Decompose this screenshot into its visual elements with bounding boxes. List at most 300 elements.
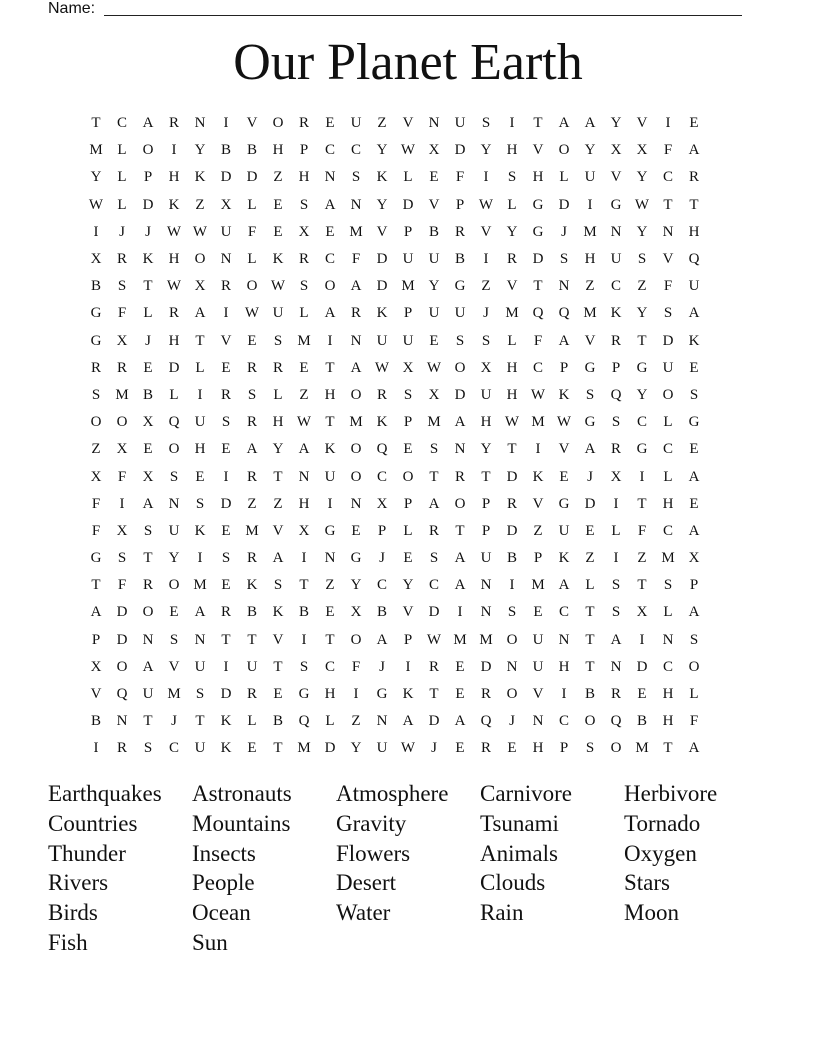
grid-letter: P [403, 631, 413, 648]
name-blank-line [104, 15, 742, 16]
grid-letter: D [428, 713, 440, 730]
grid-letter: Y [168, 550, 180, 567]
grid-letter: R [90, 359, 101, 376]
grid-letter: A [324, 305, 336, 322]
grid-letter: J [171, 713, 177, 730]
grid-letter: J [119, 223, 125, 240]
grid-letter: Z [585, 550, 595, 567]
grid-letter: U [350, 115, 362, 132]
grid-letter: N [506, 658, 518, 675]
grid-letter: E [247, 332, 257, 349]
grid-letter: I [587, 196, 593, 213]
grid-letter: E [507, 740, 517, 757]
grid-letter: R [116, 740, 127, 757]
grid-letter: X [636, 604, 648, 621]
grid-letter: J [561, 223, 567, 240]
grid-letter: I [613, 550, 619, 567]
grid-letter: A [610, 631, 622, 648]
grid-letter: W [400, 740, 416, 757]
grid-letter: D [376, 251, 388, 268]
grid-letter: R [246, 550, 257, 567]
grid-letter: M [583, 305, 597, 322]
grid-letter: X [480, 359, 492, 376]
grid-letter: A [454, 414, 466, 431]
grid-letter: X [220, 196, 232, 213]
grid-letter: S [299, 658, 309, 675]
grid-letter: N [428, 115, 440, 132]
grid-letter: U [402, 332, 414, 349]
grid-letter: P [91, 631, 101, 648]
grid-letter: I [483, 251, 489, 268]
grid-letter: M [245, 522, 259, 539]
grid-letter: G [90, 332, 102, 349]
grid-letter: I [665, 115, 671, 132]
grid-letter: W [166, 278, 182, 295]
grid-letter: I [301, 550, 307, 567]
grid-letter: H [168, 169, 180, 186]
grid-letter: Z [195, 196, 205, 213]
grid-letter: R [610, 441, 621, 458]
word-list-item: Tornado [624, 810, 701, 836]
grid-letter: H [272, 142, 284, 159]
grid-letter: S [169, 468, 179, 485]
grid-letter: T [689, 196, 699, 213]
grid-letter: X [194, 278, 206, 295]
grid-letter: H [298, 495, 310, 512]
grid-letter: J [483, 305, 489, 322]
grid-letter: T [299, 577, 309, 594]
grid-letter: C [558, 604, 569, 621]
grid-letter: G [636, 359, 648, 376]
grid-letter: K [532, 468, 544, 485]
grid-letter: A [142, 658, 154, 675]
grid-letter: G [610, 196, 622, 213]
grid-letter: O [116, 658, 128, 675]
grid-letter: E [325, 115, 335, 132]
word-list-item: Mountains [192, 810, 291, 836]
grid-letter: U [428, 305, 440, 322]
grid-letter: S [273, 332, 283, 349]
grid-letter: H [168, 332, 180, 349]
grid-letter: H [194, 441, 206, 458]
grid-letter: S [299, 278, 309, 295]
grid-letter: F [663, 142, 673, 159]
grid-letter: A [688, 740, 700, 757]
grid-letter: X [298, 223, 310, 240]
grid-letter: S [429, 550, 439, 567]
grid-letter: R [506, 251, 517, 268]
word-list-item: Gravity [336, 810, 407, 836]
grid-letter: M [193, 577, 207, 594]
grid-letter: L [195, 359, 205, 376]
grid-letter: V [220, 332, 232, 349]
grid-letter: O [506, 686, 518, 703]
grid-letter: H [272, 414, 284, 431]
word-list-item: Clouds [480, 870, 546, 896]
grid-letter: I [457, 604, 463, 621]
grid-letter: W [556, 414, 572, 431]
grid-letter: T [585, 604, 595, 621]
grid-letter: X [610, 142, 622, 159]
grid-letter: H [506, 359, 518, 376]
grid-letter: P [403, 305, 413, 322]
grid-letter: N [194, 115, 206, 132]
grid-letter: C [610, 278, 621, 295]
grid-letter: E [221, 359, 231, 376]
word-list-item: Animals [480, 840, 558, 866]
grid-letter: U [688, 278, 700, 295]
grid-letter: K [376, 414, 388, 431]
grid-letter: N [350, 332, 362, 349]
grid-letter: R [246, 468, 257, 485]
grid-letter: A [688, 604, 700, 621]
grid-letter: Y [194, 142, 206, 159]
word-list-item: Earthquakes [48, 781, 162, 806]
grid-letter: I [223, 468, 229, 485]
grid-letter: I [639, 631, 645, 648]
grid-letter: C [636, 414, 647, 431]
word-list-item: People [192, 870, 255, 896]
grid-letter: V [662, 251, 674, 268]
grid-letter: S [117, 550, 127, 567]
grid-letter: P [403, 223, 413, 240]
grid-letter: C [532, 359, 543, 376]
grid-letter: E [585, 522, 595, 539]
grid-letter: A [558, 577, 570, 594]
grid-letter: M [89, 142, 103, 159]
grid-letter: S [91, 386, 101, 403]
grid-letter: N [662, 631, 674, 648]
grid-letter: S [507, 169, 517, 186]
grid-letter: S [611, 577, 621, 594]
grid-letter: K [376, 305, 388, 322]
grid-letter: Y [636, 386, 648, 403]
grid-letter: X [116, 522, 128, 539]
grid-letter: H [662, 713, 674, 730]
grid-letter: L [247, 196, 257, 213]
grid-letter: J [145, 223, 151, 240]
grid-letter: I [93, 740, 99, 757]
grid-letter: Y [480, 142, 492, 159]
grid-letter: E [221, 522, 231, 539]
grid-letter: T [143, 278, 153, 295]
grid-letter: S [299, 196, 309, 213]
grid-letter: G [584, 414, 596, 431]
grid-letter: O [142, 604, 154, 621]
grid-letter: L [247, 251, 257, 268]
grid-letter: R [428, 658, 439, 675]
grid-letter: I [483, 169, 489, 186]
grid-letter: B [584, 686, 595, 703]
grid-letter: U [168, 522, 180, 539]
page-title: Our Planet Earth [233, 34, 583, 91]
grid-letter: L [689, 686, 699, 703]
grid-letter: X [90, 658, 102, 675]
grid-letter: I [223, 115, 229, 132]
grid-letter: D [116, 604, 128, 621]
grid-letter: X [142, 414, 154, 431]
grid-letter: A [402, 713, 414, 730]
grid-letter: L [247, 713, 257, 730]
grid-letter: O [246, 278, 258, 295]
grid-letter: V [168, 658, 180, 675]
grid-letter: N [558, 278, 570, 295]
grid-letter: P [559, 359, 569, 376]
grid-letter: T [273, 740, 283, 757]
grid-letter: L [169, 386, 179, 403]
grid-letter: I [171, 142, 177, 159]
grid-letter: T [273, 468, 283, 485]
grid-letter: B [428, 223, 439, 240]
grid-letter: E [533, 604, 543, 621]
grid-letter: L [117, 196, 127, 213]
grid-letter: B [90, 278, 101, 295]
grid-letter: B [142, 386, 153, 403]
grid-letter: D [480, 658, 492, 675]
grid-letter: O [454, 495, 466, 512]
grid-letter: C [376, 577, 387, 594]
grid-letter: C [324, 658, 335, 675]
grid-letter: R [454, 223, 465, 240]
grid-letter: F [455, 169, 465, 186]
grid-letter: N [480, 604, 492, 621]
grid-letter: M [297, 332, 311, 349]
grid-letter: L [611, 522, 621, 539]
grid-letter: N [324, 550, 336, 567]
grid-letter: U [272, 305, 284, 322]
grid-letter: A [558, 332, 570, 349]
grid-letter: W [530, 386, 546, 403]
grid-letter: A [194, 604, 206, 621]
grid-letter: S [689, 386, 699, 403]
grid-letter: K [220, 713, 232, 730]
grid-letter: G [532, 223, 544, 240]
grid-letter: Z [299, 386, 309, 403]
word-list-item: Fish [48, 929, 88, 955]
grid-letter: E [221, 577, 231, 594]
grid-letter: V [532, 686, 544, 703]
grid-letter: U [402, 251, 414, 268]
grid-letter: Z [637, 278, 647, 295]
grid-letter: C [116, 115, 127, 132]
grid-letter: A [350, 359, 362, 376]
grid-letter: A [454, 713, 466, 730]
grid-letter: M [115, 386, 129, 403]
grid-letter: M [505, 305, 519, 322]
grid-letter: E [559, 468, 569, 485]
grid-letter: B [636, 713, 647, 730]
word-list-item: Moon [624, 900, 679, 926]
grid-letter: U [532, 631, 544, 648]
grid-letter: P [533, 550, 543, 567]
grid-letter: H [662, 495, 674, 512]
grid-letter: A [454, 577, 466, 594]
grid-letter: R [116, 251, 127, 268]
word-list-item: Flowers [336, 840, 411, 866]
grid-letter: L [663, 414, 673, 431]
grid-letter: E [169, 604, 179, 621]
grid-letter: U [194, 414, 206, 431]
grid-letter: L [325, 713, 335, 730]
grid-letter: V [402, 115, 414, 132]
grid-letter: Q [558, 305, 570, 322]
grid-letter: R [220, 278, 231, 295]
grid-letter: T [663, 740, 673, 757]
grid-letter: K [610, 305, 622, 322]
word-list-item: Birds [48, 900, 98, 926]
grid-letter: I [509, 577, 515, 594]
grid-letter: F [117, 305, 127, 322]
grid-letter: O [610, 740, 622, 757]
grid-letter: I [613, 495, 619, 512]
grid-letter: H [688, 223, 700, 240]
grid-letter: V [532, 495, 544, 512]
grid-letter: P [403, 414, 413, 431]
grid-letter: F [117, 468, 127, 485]
grid-letter: T [637, 332, 647, 349]
grid-letter: Q [532, 305, 544, 322]
grid-letter: J [145, 332, 151, 349]
grid-letter: J [431, 740, 437, 757]
grid-letter: B [376, 604, 387, 621]
grid-letter: O [584, 713, 596, 730]
grid-letter: D [246, 169, 258, 186]
word-list-item: Sun [192, 929, 228, 955]
grid-letter: V [402, 604, 414, 621]
grid-letter: F [117, 577, 127, 594]
grid-letter: N [662, 223, 674, 240]
grid-letter: Y [90, 169, 102, 186]
grid-letter: J [379, 550, 385, 567]
grid-letter: K [402, 686, 414, 703]
grid-letter: W [88, 196, 104, 213]
grid-letter: F [91, 522, 101, 539]
grid-letter: D [220, 686, 232, 703]
grid-letter: Y [272, 441, 284, 458]
grid-letter: A [688, 468, 700, 485]
grid-letter: N [376, 713, 388, 730]
grid-letter: G [376, 686, 388, 703]
grid-letter: M [297, 740, 311, 757]
grid-letter: E [455, 658, 465, 675]
grid-letter: T [533, 278, 543, 295]
grid-letter: K [220, 740, 232, 757]
grid-letter: X [298, 522, 310, 539]
grid-letter: U [220, 223, 232, 240]
grid-letter: P [143, 169, 153, 186]
grid-letter: W [166, 223, 182, 240]
word-list-item: Carnivore [480, 781, 572, 806]
grid-letter: Z [585, 278, 595, 295]
grid-letter: N [116, 713, 128, 730]
grid-letter: S [117, 278, 127, 295]
grid-letter: X [428, 142, 440, 159]
grid-letter: D [220, 495, 232, 512]
grid-letter: B [298, 604, 309, 621]
grid-letter: Y [636, 223, 648, 240]
grid-letter: C [376, 468, 387, 485]
grid-letter: X [610, 468, 622, 485]
grid-letter: R [350, 305, 361, 322]
grid-letter: Y [402, 577, 414, 594]
grid-letter: T [585, 631, 595, 648]
grid-letter: T [91, 115, 101, 132]
grid-letter: O [350, 441, 362, 458]
grid-letter: Z [533, 522, 543, 539]
grid-letter: M [167, 686, 181, 703]
grid-letter: M [635, 740, 649, 757]
grid-letter: X [116, 441, 128, 458]
grid-letter: S [429, 441, 439, 458]
grid-letter: O [350, 468, 362, 485]
grid-letter: I [561, 686, 567, 703]
grid-letter: Q [688, 251, 700, 268]
grid-letter: D [506, 468, 518, 485]
grid-letter: R [142, 577, 153, 594]
grid-letter: M [531, 577, 545, 594]
grid-letter: R [246, 686, 257, 703]
grid-letter: K [688, 332, 700, 349]
grid-letter: N [480, 577, 492, 594]
grid-letter: P [299, 142, 309, 159]
grid-letter: D [558, 196, 570, 213]
grid-letter: M [479, 631, 493, 648]
grid-letter: T [247, 631, 257, 648]
grid-letter: Q [480, 713, 492, 730]
grid-letter: U [428, 251, 440, 268]
grid-letter: E [325, 604, 335, 621]
grid-letter: S [143, 522, 153, 539]
grid-letter: B [272, 713, 283, 730]
grid-letter: K [142, 251, 154, 268]
word-list-item: Stars [624, 870, 670, 896]
grid-letter: E [273, 686, 283, 703]
grid-letter: U [454, 115, 466, 132]
grid-letter: K [194, 522, 206, 539]
grid-letter: T [325, 631, 335, 648]
grid-letter: Q [168, 414, 180, 431]
grid-letter: C [662, 441, 673, 458]
grid-letter: K [272, 604, 284, 621]
grid-letter: U [662, 359, 674, 376]
grid-letter: O [116, 414, 128, 431]
grid-letter: Z [377, 115, 387, 132]
grid-letter: R [480, 686, 491, 703]
grid-letter: H [532, 740, 544, 757]
word-list [48, 779, 768, 958]
grid-letter: D [662, 332, 674, 349]
grid-letter: F [247, 223, 257, 240]
grid-letter: T [143, 713, 153, 730]
grid-letter: N [610, 658, 622, 675]
grid-letter: T [195, 332, 205, 349]
grid-letter: D [220, 169, 232, 186]
grid-letter: C [324, 251, 335, 268]
grid-letter: N [350, 495, 362, 512]
grid-letter: U [480, 550, 492, 567]
grid-letter: D [168, 359, 180, 376]
grid-letter: M [583, 223, 597, 240]
grid-letter: D [454, 142, 466, 159]
grid-letter: Y [480, 441, 492, 458]
grid-letter: D [324, 740, 336, 757]
grid-letter: R [116, 359, 127, 376]
grid-letter: B [90, 713, 101, 730]
grid-letter: P [611, 359, 621, 376]
word-list-item: Thunder [48, 840, 126, 866]
grid-letter: E [429, 169, 439, 186]
grid-letter: G [90, 550, 102, 567]
